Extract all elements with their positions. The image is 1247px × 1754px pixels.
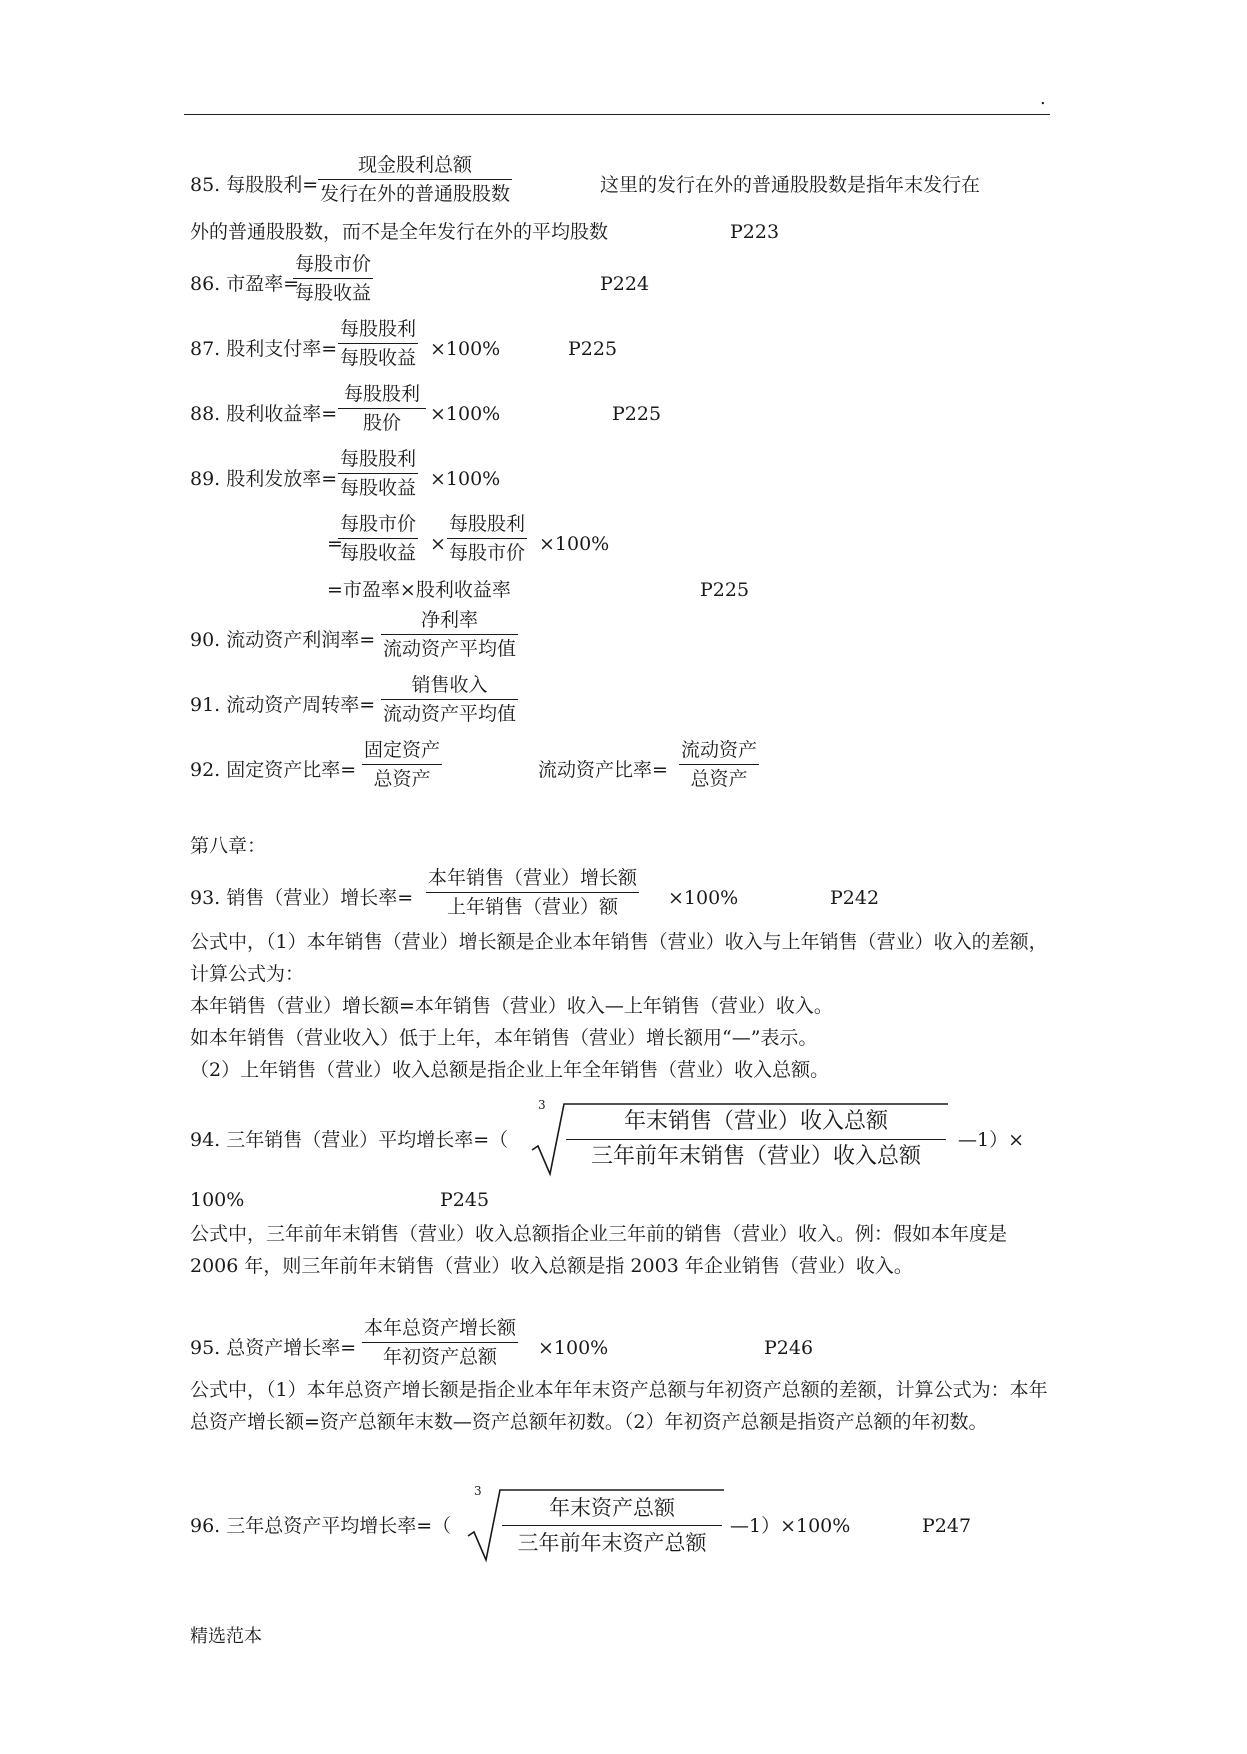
header-dot: . [1040,88,1046,109]
formula-94-page: P245 [440,1189,490,1211]
numerator: 现金股利总额 [358,154,473,176]
formula-89-fraction-b [447,512,527,565]
radical-fraction [502,1494,722,1557]
formula-85-fraction [318,153,512,206]
numerator: 每股股利 [340,318,417,340]
formula-85-note-cont: 外的普通股股数，而不是全年发行在外的平均股数 [190,221,609,243]
denominator: 每股收益 [295,282,372,304]
formula-88-page: P225 [612,403,662,425]
formula-95-multiplier: ×100% [538,1337,609,1359]
formula-87-fraction [338,317,418,370]
formula-92-fraction-2 [679,738,759,791]
formula-89-line3: =市盈率×股利收益率 [327,579,511,601]
formula-95-fraction [362,1316,518,1369]
denominator: 总资产 [373,768,431,790]
formula-88-fraction [338,382,426,435]
footer-text: 精选范本 [190,1626,262,1647]
numerator: 年末资产总额 [549,1496,675,1520]
denominator: 年初资产总额 [383,1346,498,1368]
numerator: 销售收入 [411,674,488,696]
formula-95-explanation: 公式中，（1）本年总资产增长额是指企业本年年末资产总额与年初资产总额的差额，计算公式为：本年总资产增长额=资产总额年末数—资产总额年初数。（2）年初资产总额是指资产总额的年初数。 [190,1379,1048,1433]
denominator: 流动资产平均值 [383,638,517,660]
formula-93-prior-year-note: （2）上年销售（营业）收入总额是指企业上年全年销售（营业）收入总额。 [190,1059,830,1081]
formula-94-tail: —1）× [958,1129,1025,1151]
denominator: 流动资产平均值 [383,703,517,725]
numerator: 流动资产 [681,739,758,761]
formula-95-label: 95. 总资产增长率= [190,1337,357,1359]
denominator: 每股收益 [340,542,417,564]
radical-fraction [566,1108,946,1171]
formula-93-explanation: 公式中，（1）本年销售（营业）增长额是企业本年销售（营业）收入与上年销售（营业）收入的差额，计算公式为： [190,931,1048,985]
formula-90-label: 90. 流动资产利润率= [190,629,376,651]
formula-85-label: 85. 每股股利= [190,174,319,196]
numerator: 每股市价 [340,513,417,535]
formula-86-label: 86. 市盈率= [190,273,300,295]
formula-93-page: P242 [830,887,880,909]
formula-93-fraction [426,866,639,919]
formula-91-label: 91. 流动资产周转率= [190,694,376,716]
chapter-heading: 第八章： [190,835,267,857]
denominator: 上年销售（营业）额 [447,896,619,918]
formula-96-tail: —1）×100% [730,1515,851,1537]
formula-96-page: P247 [922,1515,972,1537]
formula-93-negative-note: 如本年销售（营业收入）低于上年，本年销售（营业）增长额用“—”表示。 [190,1027,818,1049]
formula-88-multiplier: ×100% [430,403,501,425]
denominator: 三年前年末销售（营业）收入总额 [590,1144,921,1169]
numerator: 本年总资产增长额 [364,1317,517,1339]
formula-89-fraction-a [338,512,418,565]
formula-87-label: 87. 股利支付率= [190,338,338,360]
formula-93-multiplier: ×100% [668,887,739,909]
denominator: 三年前年末资产总额 [517,1531,707,1555]
formula-92-fraction [362,738,442,791]
denominator: 总资产 [690,768,748,790]
formula-85-page: P223 [730,221,780,243]
formula-87-page: P225 [568,338,618,360]
formula-89-multiplier: ×100% [430,468,501,490]
formula-94-label: 94. 三年销售（营业）平均增长率=（ [190,1129,509,1151]
numerator: 年末销售（营业）收入总额 [623,1109,888,1134]
numerator: 本年销售（营业）增长额 [428,867,638,889]
formula-92-label: 92. 固定资产比率= [190,759,357,781]
numerator: 固定资产 [364,739,441,761]
formula-93-calculation: 本年销售（营业）增长额=本年销售（营业）收入—上年销售（营业）收入。 [190,995,833,1017]
formula-94-explanation: 公式中，三年前年末销售（营业）收入总额指企业三年前的销售（营业）收入。例：假如本年度是 2006 年，则三年前年末销售（营业）收入总额是指 2003 年企业销售（营业）收入。 [190,1223,1008,1277]
formula-89-equals: = [327,533,343,555]
numerator: 每股股利 [449,513,526,535]
denominator: 每股收益 [340,477,417,499]
denominator: 每股市价 [449,542,526,564]
formula-89-label: 89. 股利发放率= [190,468,338,490]
formula-93-label: 93. 销售（营业）增长率= [190,887,414,909]
formula-95-page: P246 [764,1337,814,1359]
denominator: 每股收益 [340,347,417,369]
numerator: 每股市价 [295,253,372,275]
formula-91-fraction [381,673,518,726]
formula-90-fraction [381,608,518,661]
formula-89-multiplier-2: ×100% [539,533,610,555]
formula-86-fraction [293,252,373,305]
formula-89-times: × [430,533,446,555]
numerator: 每股股利 [340,448,417,470]
numerator: 每股股利 [343,383,420,405]
formula-89-page: P225 [700,579,750,601]
formula-86-page: P224 [600,273,650,295]
formula-85-note: 这里的发行在外的普通股股数是指年末发行在 [600,174,981,196]
formula-94-radical [530,1098,950,1178]
formula-88-label: 88. 股利收益率= [190,403,338,425]
denominator: 发行在外的普通股股数 [320,183,511,205]
header-rule [184,114,1050,115]
formula-96-radical [466,1484,726,1564]
formula-89-fraction [338,447,418,500]
denominator: 股价 [362,412,401,434]
numerator: 净利率 [421,609,479,631]
formula-92-label-2: 流动资产比率= [538,759,668,781]
radical-index: 3 [538,1098,546,1112]
formula-94-percent: 100% [190,1189,245,1211]
formula-96-label: 96. 三年总资产平均增长率=（ [190,1515,452,1537]
formula-87-multiplier: ×100% [430,338,501,360]
radical-index: 3 [474,1484,482,1498]
